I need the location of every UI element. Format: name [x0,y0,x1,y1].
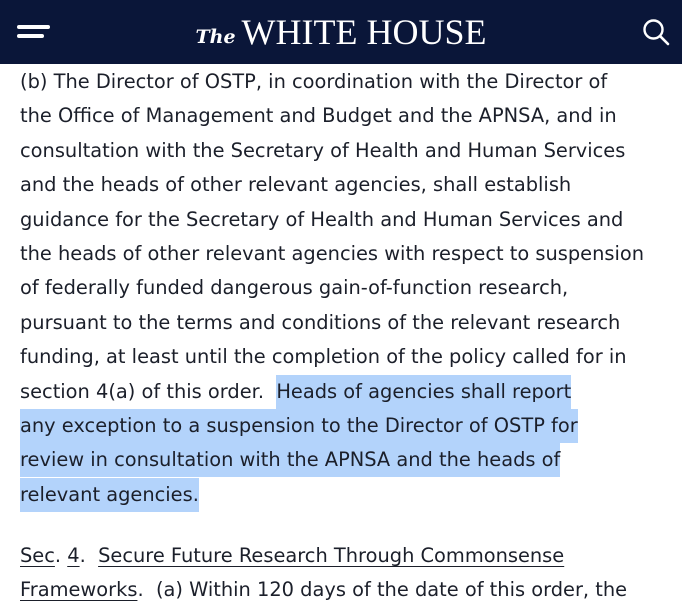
paragraph-line-with-selection-start [20,375,680,409]
search-button[interactable] [640,16,672,48]
paragraph-line: and the heads of other relevant agencies, shall establish [20,173,572,197]
section-title-link[interactable]: Secure Future Research Through Commonsense [98,544,565,568]
section-4-heading-line-2: Frameworks. (a) Within 120 days of the date of this order, the [20,578,628,602]
logo-prefix: The [195,26,236,48]
selected-line [20,443,680,477]
paragraph-line: of federally funded dangerous gain-of-function research, [20,276,569,300]
paragraph-line: (b) The Director of OSTP, in coordination with the Director of [20,70,608,93]
selected-text[interactable]: relevant agencies. [20,478,199,512]
search-icon [640,16,672,48]
paragraph-line: the Office of Management and Budget and the APNSA, and in [20,104,617,128]
section-title-link-continued[interactable]: Frameworks [20,578,138,602]
sec-number-link[interactable]: 4 [67,544,80,568]
paragraph-line: consultation with the Secretary of Health and Human Services [20,138,626,162]
paragraph-line: guidance for the Secretary of Health and Human Services and [20,207,624,231]
selected-line [20,409,680,443]
paragraph-line: pursuant to the terms and conditions of the relevant research [20,310,621,334]
paragraph-line: the heads of other relevant agencies with respect to suspension [20,241,645,265]
article-body [20,65,680,608]
section-body-text: (a) Within 120 days of the date of this order, the [155,578,628,602]
selected-text[interactable]: review in consultation with the APNSA and the heads of [20,443,560,477]
section-4-heading-line: Sec. 4. Secure Future Research Through Commonsense [20,544,565,568]
selected-text[interactable]: any exception to a suspension to the Director of OSTP for [20,409,578,443]
site-header [0,0,682,64]
sec-link[interactable]: Sec [20,544,55,568]
selected-text[interactable]: Heads of agencies shall report [276,375,571,409]
paragraph-text: section 4(a) of this order. [20,379,265,403]
section-spacer [20,512,680,539]
selected-line [20,478,680,512]
logo-name: WHITE HOUSE [241,12,487,52]
site-logo[interactable] [0,0,682,64]
paragraph-line: funding, at least until the completion of the policy called for in [20,345,627,369]
